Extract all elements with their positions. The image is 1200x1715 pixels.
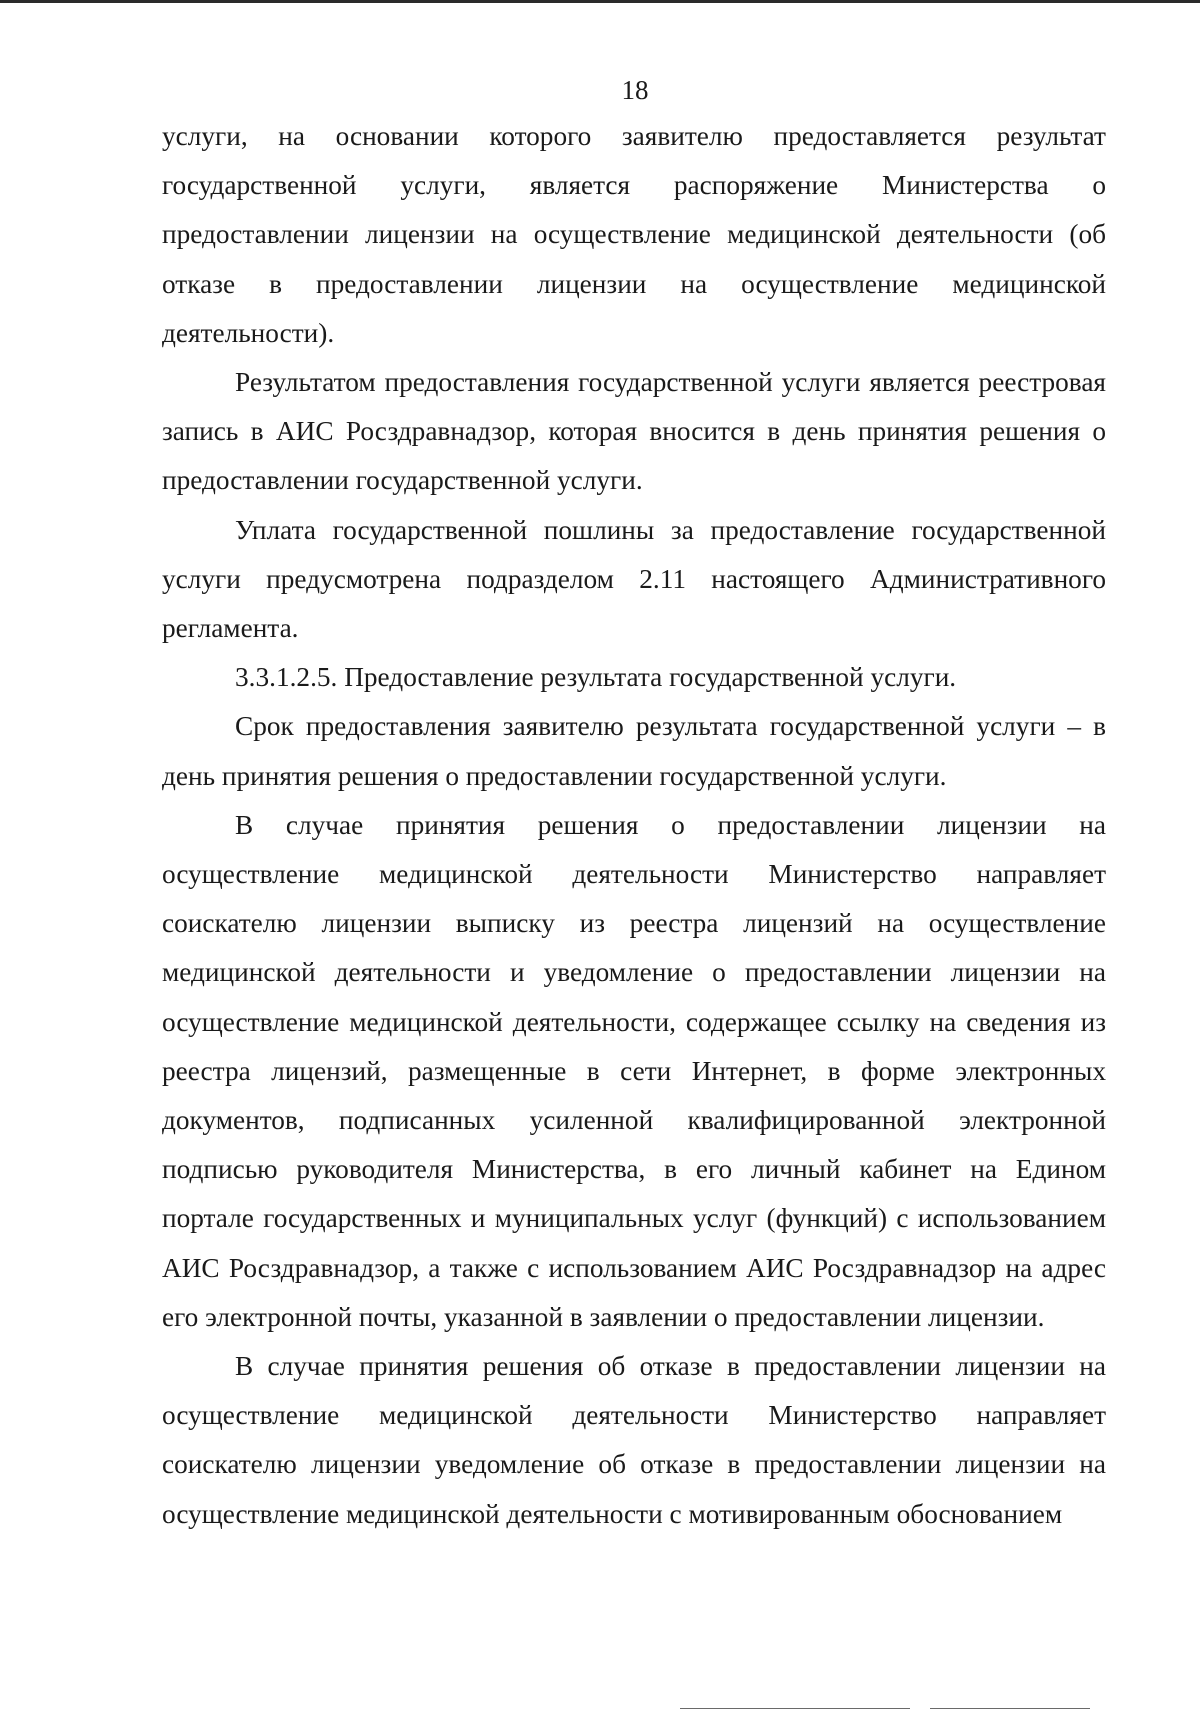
paragraph-3: Уплата государственной пошлины за предоставление государственной услуги предусмотрена подразделом 2.11 настоящего Административного регламента. [162,514,1106,644]
scan-edge-top [0,0,1200,3]
scan-artifact-line [930,1708,1090,1709]
scan-artifact-line [680,1708,910,1709]
paragraph-5: Срок предоставления заявителю результата государственной услуги – в день принятия решения о предоставлении государственной услуги. [162,711,1106,791]
paragraph-2: Результатом предоставления государственной услуги является реестровая запись в АИС Росздравнадзор, которая вносится в день принятия решения о предоставлении государственной услуги. [162,367,1106,496]
page-number: 18 [621,75,649,105]
document-body [162,112,1106,1539]
paragraph-1: услуги, на основании которого заявителю предоставляется результат государственной услуги, является распоряжение Министерства о предоставлении лицензии на осуществление медицинской деятельности (об отказе в предоставлении лицензии на осуществление медицинской деятельности). [162,121,1106,348]
paragraph-7: В случае принятия решения об отказе в предоставлении лицензии на осуществление медицинской деятельности Министерство направляет соискателю лицензии уведомление об отказе в предоставлении лицензии на осуществление медицинской деятельности с мотивированным обоснованием [162,1351,1106,1529]
section-heading: 3.3.1.2.5. Предоставление результата государственной услуги. [235,662,957,693]
paragraph-6: В случае принятия решения о предоставлении лицензии на осуществление медицинской деятельности Министерство направляет соискателю лицензии выписку из реестра лицензий на осуществление медицинской деятельности и уведомление о предоставлении лицензии на осуществление медицинской деятельности, содержащее ссылку на сведения из реестра лицензий, размещенные в сети Интернет, в форме электронных документов, подписанных усиленной квалифицированной электронной подписью руководителя Министерства, в его личный кабинет на Едином портале государственных и муниципальных услуг (функций) с использованием АИС Росздравнадзор, а также с использованием АИС Росздравнадзор на адрес его электронной почты, указанной в заявлении о предоставлении лицензии. [162,809,1106,1332]
